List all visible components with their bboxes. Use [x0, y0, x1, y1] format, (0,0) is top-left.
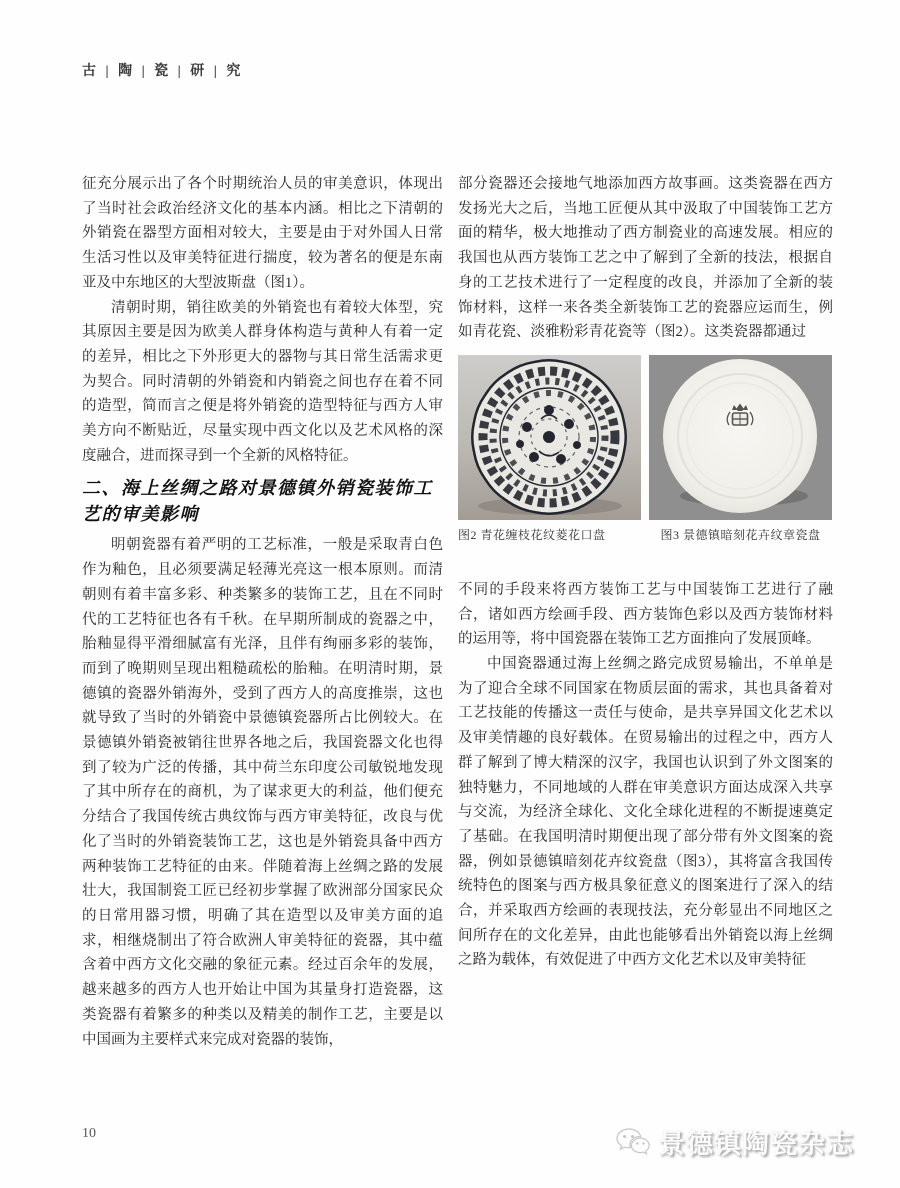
- figure-2-caption: 图2 青花缠枝花纹菱花口盘: [458, 527, 606, 542]
- figure-3: [649, 355, 832, 542]
- paragraph-continuation: 部分瓷器还会接地气地添加西方故事画。这类瓷器在西方发扬光大之后，当地工匠便从其中汲取了中国装饰工艺方面的精华，极大地推动了西方制瓷业的高速发展。相应的我国也从西方装饰工艺之中了解到了全新的技法，根据自身的工艺技术进行了一定程度的改良，并添加了全新的装饰材料，这样一来各类全新装饰工艺的瓷器应运而生，例如青花瓷、淡雅粉彩青花瓷等（图2）。这类瓷器都通过: [458, 176, 833, 341]
- page-number: 10: [82, 1126, 96, 1141]
- section-heading: 二、海上丝绸之路对景德镇外销瓷装饰工艺的审美影响: [82, 478, 433, 525]
- wechat-icon: [615, 1127, 651, 1157]
- journal-logo: [615, 1122, 854, 1161]
- blue-white-lobed-plate-image: [458, 355, 641, 520]
- article-body: [82, 172, 900, 1052]
- right-column: [458, 172, 833, 973]
- figure-3-caption: 图3 景德镇暗刻花卉纹章瓷盘: [660, 527, 821, 542]
- paragraph: 中国瓷器通过海上丝绸之路完成贸易输出，不单单是为了迎合全球不同国家在物质层面的需求，其也具备着对工艺技能的传播这一责任与使命，是共享异国文化艺术以及审美情趣的良好载体。在贸易输出的过程之中，西方人群了解到了博大精深的汉字，我国也认识到了外文图案的独特魅力，不同地域的人群在审美意识方面达成深入共享与交流，为经济全球化、文化全球化进程的不断提速奠定了基础。在我国明清时期便出现了部分带有外文图案的瓷器，例如景德镇暗刻花卉纹瓷盘（图3），其将富含我国传统特色的图案与西方极具象征意义的图案进行了深入的结合，并采取西方绘画的表现技法，充分彰显出不同地区之间所存在的文化差异，由此也能够看出外销瓷以海上丝绸之路为载体，有效促进了中西方文化艺术以及审美特征: [458, 656, 833, 969]
- white-armorial-plate-image: [649, 355, 832, 520]
- page-header: [0, 0, 900, 80]
- paragraph-continuation: 不同的手段来将西方装饰工艺与中国装饰工艺进行了融合，诸如西方绘画手段、西方装饰色彩以及西方装饰材料的运用等，将中国瓷器在装饰工艺方面推向了发展顶峰。: [458, 581, 833, 648]
- figure-row: [458, 355, 833, 542]
- figure-2: [458, 355, 641, 542]
- section-title: 古 | 陶 | 瓷 | 研 | 究: [82, 64, 244, 79]
- journal-logo-text: 景德镇陶瓷杂志: [658, 1129, 854, 1159]
- figure-block: [458, 355, 833, 542]
- paragraph: 明朝瓷器有着严明的工艺标准，一般是采取青白色作为釉色，且必须要满足轻薄光亮这一根本原则。而清朝则有着丰富多彩、种类繁多的装饰工艺，且在不同时代的工艺特征也各有千秋。在早期所制成的瓷器之中，胎釉显得平滑细腻富有光泽，且伴有绚丽多彩的装饰，而到了晚期则呈现出粗糙疏松的胎釉。在明清时期，景德镇的瓷器外销海外，受到了西方人的高度推崇，这也就导致了当时的外销瓷中景德镇瓷器所占比例较大。在景德镇外销瓷被销往世界各地之后，我国瓷器文化也得到了较为广泛的传播，其中荷兰东印度公司敏锐地发现了其中所存在的商机，为了谋求更大的利益，他们便充分结合了我国传统古典纹饰与西方审美特征，改良与优化了当时的外销瓷装饰工艺，这也是外销瓷具备中西方两种装饰工艺特征的由来。伴随着海上丝绸之路的发展壮大，我国制瓷工匠已经初步掌握了欧洲部分国家民众的日常用器习惯，明确了其在造型以及审美方面的追求，相继烧制出了符合欧洲人审美特征的瓷器，其中蕴含着中西方文化交融的象征元素。经过百余年的发展，越来越多的西方人也开始让中国为其量身打造瓷器，这类瓷器有着繁多的种类以及精美的制作工艺，主要是以中国画为主要样式来完成对瓷器的装饰，: [82, 537, 443, 1048]
- left-column: [82, 172, 443, 1052]
- paragraph-continuation: 征充分展示出了各个时期统治人员的审美意识，体现出了当时社会政治经济文化的基本内涵。相比之下清朝的外销瓷在器型方面相对较大，主要是由于对外国人日常生活习性以及审美特征进行揣度，较为著名的便是东南亚及中东地区的大型波斯盘（图1）。: [82, 176, 443, 291]
- paragraph: 清朝时期，销往欧美的外销瓷也有着较大体型，究其原因主要是因为欧美人群身体构造与黄种人有着一定的差异，相比之下外形更大的器物与其日常生活需求更为契合。同时清朝的外销瓷和内销瓷之间也存在着不同的造型，简而言之便是将外销瓷的造型特征与西方人审美方向不断贴近，尽量实现中西文化以及艺术风格的深度融合，进而探寻到一个全新的风格特征。: [82, 299, 443, 464]
